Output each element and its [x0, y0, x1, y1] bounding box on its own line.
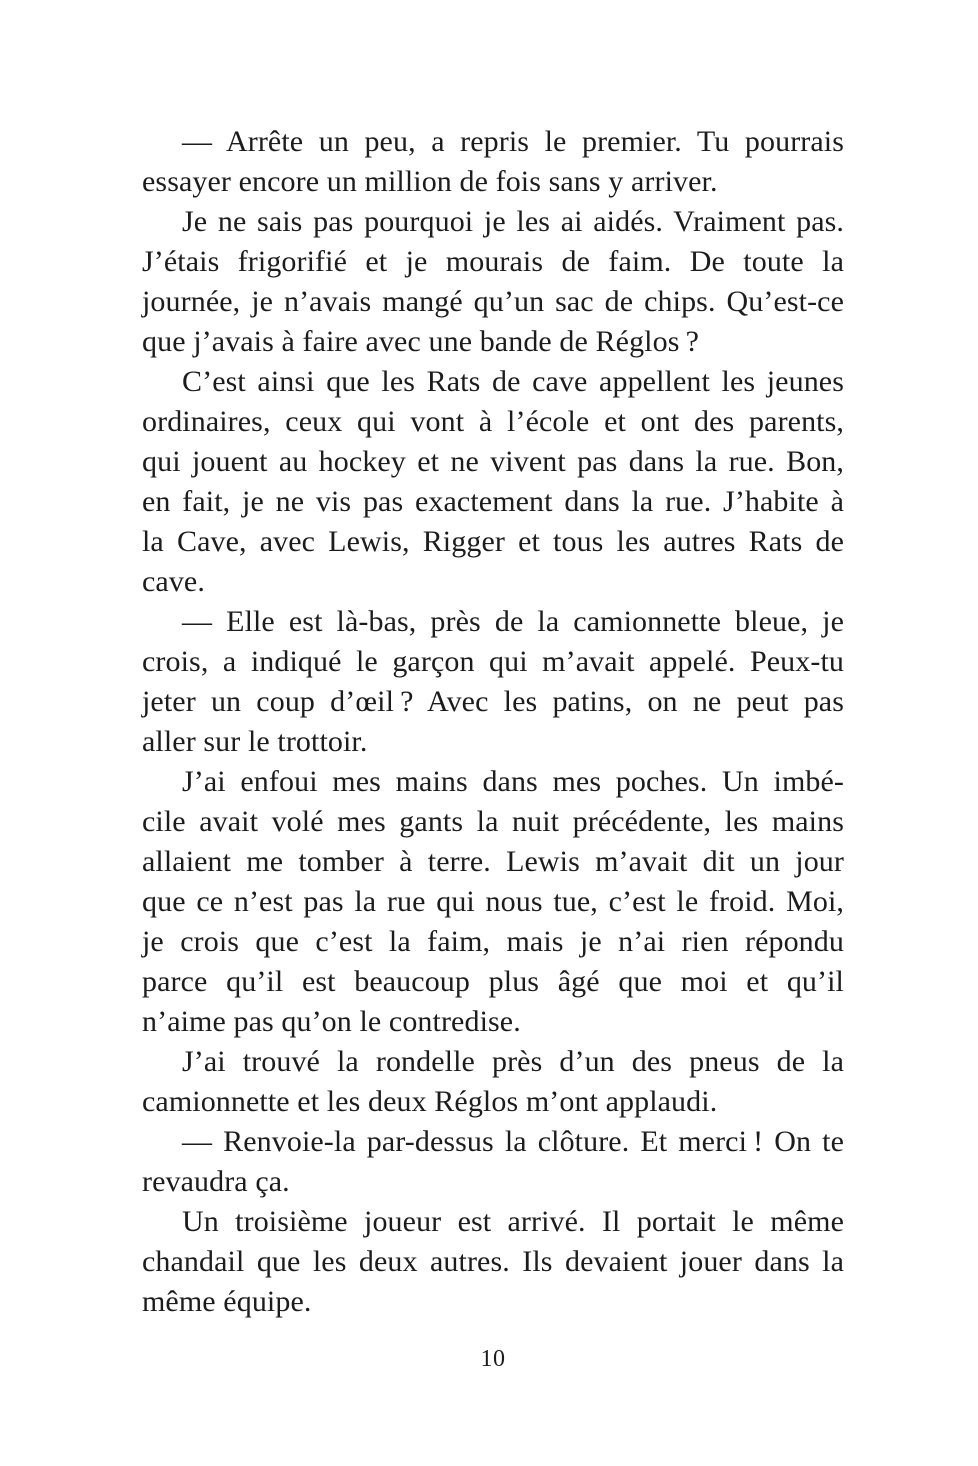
text-line: revaudra ça.: [142, 1165, 290, 1198]
text-line: — Renvoie-la par-dessus la clôture. Et merci ! On te: [182, 1125, 844, 1158]
text-line: n’aime pas qu’on le contredise.: [142, 1005, 521, 1038]
text-line: Je ne sais pas pourquoi je les ai aidés. Vraiment pas.: [182, 205, 844, 238]
text-line: — Arrête un peu, a repris le premier. Tu pourrais: [182, 125, 844, 158]
text-line: J’étais frigorifié et je mourais de faim. De toute la: [142, 245, 844, 278]
page-number: 10: [480, 1346, 506, 1372]
text-line: ordinaires, ceux qui vont à l’école et ont des parents,: [142, 405, 844, 438]
text-line: C’est ainsi que les Rats de cave appellent les jeunes: [182, 365, 844, 398]
text-line: jeter un coup d’œil ? Avec les patins, on ne peut pas: [142, 685, 844, 718]
text-line: J’ai enfoui mes mains dans mes poches. Un imbé-: [182, 765, 844, 798]
text-line: crois, a indiqué le garçon qui m’avait appelé. Peux-tu: [142, 645, 844, 678]
text-line: parce qu’il est beaucoup plus âgé que moi et qu’il: [142, 965, 844, 998]
text-line: J’ai trouvé la rondelle près d’un des pneus de la: [182, 1045, 844, 1078]
text-line: camionnette et les deux Réglos m’ont applaudi.: [142, 1085, 718, 1118]
text-line: chandail que les deux autres. Ils devaient jouer dans la: [142, 1245, 844, 1278]
text-line: journée, je n’avais mangé qu’un sac de chips. Qu’est-ce: [142, 285, 844, 318]
text-line: je crois que c’est la faim, mais je n’ai rien répondu: [142, 925, 844, 958]
text-line: Un troisième joueur est arrivé. Il portait le même: [182, 1205, 844, 1238]
text-line: qui jouent au hockey et ne vivent pas dans la rue. Bon,: [142, 445, 844, 478]
text-line: cile avait volé mes gants la nuit précédente, les mains: [142, 805, 844, 838]
text-line: que j’avais à faire avec une bande de Réglos ?: [142, 325, 700, 358]
page-text: [142, 122, 844, 1322]
text-line: aller sur le trottoir.: [142, 725, 368, 758]
text-line: cave.: [142, 565, 205, 598]
text-line: allaient me tomber à terre. Lewis m’avait dit un jour: [142, 845, 844, 878]
text-line: la Cave, avec Lewis, Rigger et tous les autres Rats de: [142, 525, 844, 558]
text-line: en fait, je ne vis pas exactement dans la rue. J’habite à: [142, 485, 844, 518]
text-line: même équipe.: [142, 1285, 312, 1318]
text-line: que ce n’est pas la rue qui nous tue, c’est le froid. Moi,: [142, 885, 844, 918]
text-line: — Elle est là-bas, près de la camionnette bleue, je: [182, 605, 844, 638]
text-line: essayer encore un million de fois sans y arriver.: [142, 165, 718, 198]
